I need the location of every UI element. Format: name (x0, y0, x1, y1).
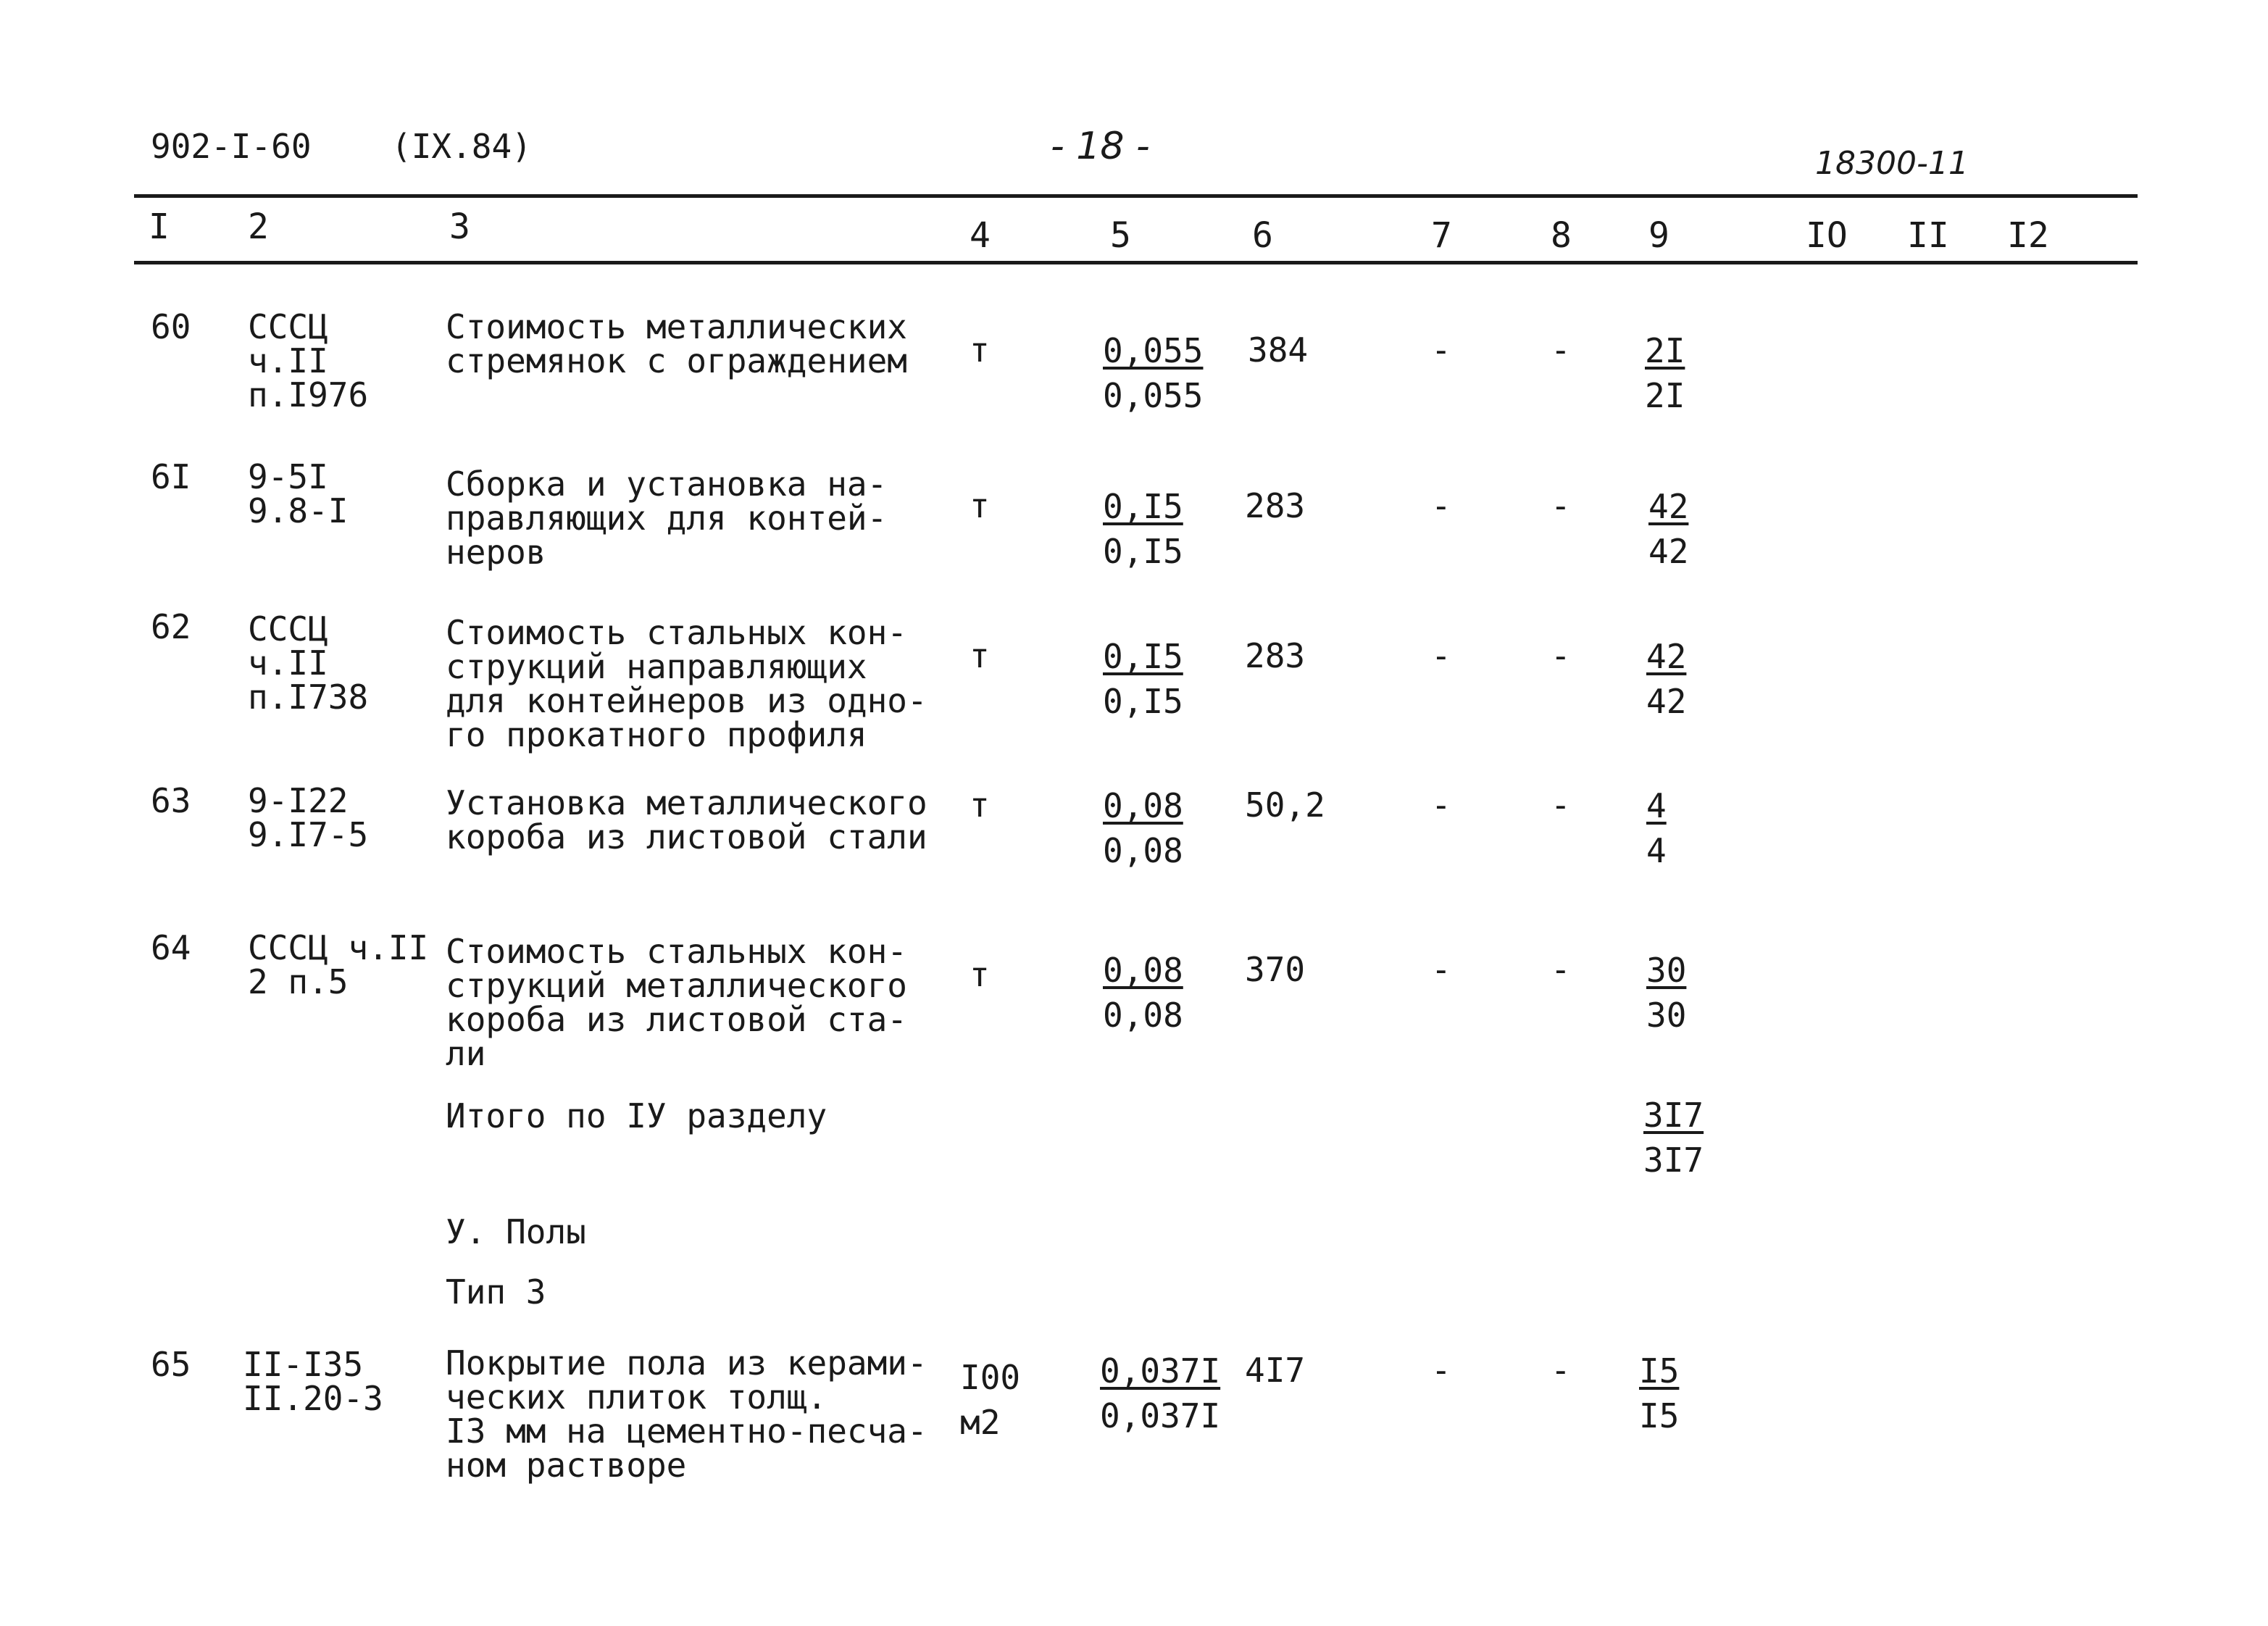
quantity-bottom: 0,037I (1100, 1396, 1221, 1435)
total-fraction (1648, 489, 1688, 569)
unit: т (970, 955, 990, 994)
section-subheading: Тип 3 (446, 1272, 546, 1312)
col7-value: - (1431, 636, 1451, 675)
col-number-9: 9 (1648, 215, 1669, 256)
edition-date: (IX.84) (391, 127, 532, 166)
unit-price: 283 (1245, 486, 1306, 525)
col7-value: - (1431, 1351, 1451, 1390)
row-number: 6I (151, 457, 191, 496)
total-fraction (1645, 333, 1685, 413)
col8-value: - (1551, 950, 1571, 989)
total-fraction (1646, 953, 1686, 1033)
total-bottom: 2I (1645, 376, 1685, 415)
col8-value: - (1551, 486, 1571, 525)
norm-code: 9-5I 9.8-I (248, 457, 349, 530)
work-description: Стоимость стальных кон- струкций металлического короба из листовой ста- ли (446, 932, 907, 1073)
inventory-number: 18300-11 (1815, 145, 1969, 182)
col8-value: - (1551, 785, 1571, 825)
work-description: Стоимость металлических стремянок с ограждением (446, 307, 907, 380)
col-number-4: 4 (970, 215, 991, 256)
row-number: 62 (151, 607, 191, 646)
section-total-top: 3I7 (1643, 1096, 1704, 1135)
total-top: 4 (1646, 786, 1667, 825)
quantity-fraction (1103, 333, 1203, 413)
quantity-top: 0,08 (1103, 951, 1183, 990)
total-top: I5 (1639, 1351, 1680, 1391)
norm-code: II-I35 II.20-3 (243, 1345, 383, 1418)
quantity-fraction (1103, 489, 1183, 569)
unit: т (970, 486, 990, 525)
norm-code: СССЦ ч.II п.I738 (248, 609, 369, 717)
col8-value: - (1551, 1351, 1571, 1390)
total-top: 30 (1646, 951, 1687, 990)
row-number: 60 (151, 307, 191, 346)
quantity-bottom: 0,08 (1103, 831, 1183, 870)
total-fraction (1646, 788, 1667, 868)
header-bottom-rule (134, 261, 2138, 264)
unit-price: 370 (1245, 950, 1306, 989)
norm-code: 9-I22 9.I7-5 (248, 781, 369, 854)
col-number-3: 3 (449, 207, 470, 247)
unit: т (970, 785, 990, 825)
work-description: Покрытие пола из керами- ческих плиток толщ. I3 мм на цементно-песча- ном растворе (446, 1343, 927, 1485)
work-description: Установка металлического короба из листовой стали (446, 783, 927, 856)
unit-price: 283 (1245, 636, 1306, 675)
col8-value: - (1551, 636, 1571, 675)
col7-value: - (1431, 950, 1451, 989)
col-number-2: 2 (248, 207, 269, 247)
quantity-fraction (1100, 1351, 1221, 1435)
section-total-label: Итого по IУ разделу (446, 1096, 827, 1135)
unit: I00 м2 (960, 1358, 1021, 1442)
section-total-fraction (1643, 1096, 1704, 1180)
col-number-11: II (1907, 215, 1949, 256)
document-code: 902-I-60 (151, 127, 312, 166)
row-number: 64 (151, 928, 191, 967)
col-number-12: I2 (2007, 215, 2049, 256)
total-top: 2I (1645, 331, 1685, 370)
section-total-bottom: 3I7 (1643, 1141, 1704, 1180)
col-number-5: 5 (1110, 215, 1131, 256)
quantity-bottom: 0,08 (1103, 996, 1183, 1035)
quantity-top: 0,055 (1103, 331, 1204, 370)
quantity-fraction (1103, 788, 1183, 868)
quantity-top: 0,I5 (1103, 637, 1183, 676)
quantity-bottom: 0,055 (1103, 376, 1204, 415)
total-bottom: 4 (1646, 831, 1667, 870)
unit-price: 50,2 (1245, 785, 1325, 825)
total-bottom: 30 (1646, 996, 1687, 1035)
col-number-8: 8 (1551, 215, 1572, 256)
unit: т (970, 636, 990, 675)
total-fraction (1639, 1351, 1680, 1435)
page-number: - 18 - (1051, 125, 1150, 168)
quantity-top: 0,037I (1100, 1351, 1221, 1391)
row-number: 65 (151, 1345, 191, 1384)
col-number-10: IO (1806, 215, 1848, 256)
unit: т (970, 330, 990, 370)
unit-price: 384 (1248, 330, 1309, 370)
quantity-top: 0,I5 (1103, 487, 1183, 526)
quantity-bottom: 0,I5 (1103, 682, 1183, 721)
unit-price: 4I7 (1245, 1351, 1306, 1390)
col-number-6: 6 (1252, 215, 1273, 256)
total-top: 42 (1648, 487, 1689, 526)
quantity-top: 0,08 (1103, 786, 1183, 825)
col-number-1: I (149, 207, 170, 247)
row-number: 63 (151, 781, 191, 820)
section-heading: У. Полы (446, 1212, 586, 1251)
work-description: Сборка и установка на- правляющих для контей- неров (446, 464, 888, 572)
header-top-rule (134, 194, 2138, 198)
norm-code: СССЦ ч.II 2 п.5 (248, 928, 429, 1001)
quantity-fraction (1103, 953, 1183, 1033)
quantity-fraction (1103, 639, 1183, 719)
work-description: Стоимость стальных кон- струкций направляющих для контейнеров из одно- го прокатного профиля (446, 613, 927, 754)
col7-value: - (1431, 486, 1451, 525)
norm-code: СССЦ ч.II п.I976 (248, 307, 369, 414)
col7-value: - (1431, 785, 1451, 825)
col8-value: - (1551, 330, 1571, 370)
col7-value: - (1431, 330, 1451, 370)
quantity-bottom: 0,I5 (1103, 532, 1183, 571)
total-fraction (1646, 639, 1686, 719)
col-number-7: 7 (1431, 215, 1452, 256)
total-bottom: 42 (1648, 532, 1689, 571)
total-top: 42 (1646, 637, 1687, 676)
total-bottom: I5 (1639, 1396, 1680, 1435)
total-bottom: 42 (1646, 682, 1687, 721)
